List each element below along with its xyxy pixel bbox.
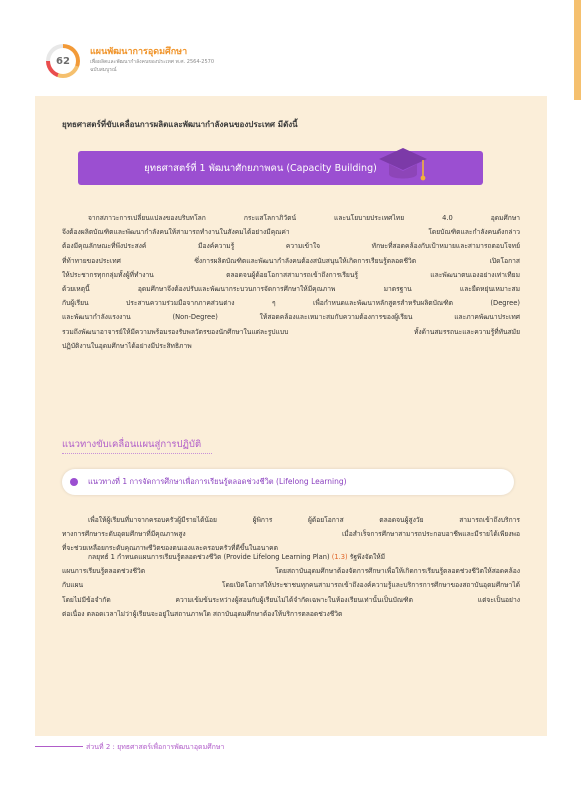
header-subtitle-edition: ฉบับสมบูรณ์ <box>90 67 117 73</box>
tactic-paragraph <box>62 546 520 621</box>
paragraph-line: ด้วยเหตุนี้ อุดมศึกษาจึงต้องปรับและพัฒนากระบวนการจัดการศึกษาให้มีคุณภาพ มาตรฐาน และยืดหยุ่นเหมาะสม <box>62 285 520 294</box>
tactic-text-end: รัฐพึงจัดให้มี <box>349 553 386 561</box>
paragraph-line: รวมถึงพัฒนาอาจารย์ให้มีความพร้อมรองรับพลวัตรของนักศึกษาในแต่ละรูปแบบ ทั้งด้านสมรรถนะและความรู้ที่ทันสมัย <box>62 327 520 336</box>
tactic-text: กลยุทธ์ 1 กำหนดแผนการเรียนรู้ตลอดช่วงชีวิต (Provide Lifelong Learning Plan) <box>88 553 330 561</box>
intro-text: ยุทธศาสตร์ที่ขับเคลื่อนการผลิตและพัฒนากำลังคนของประเทศ มีดังนี้ <box>62 120 298 129</box>
paragraph-line: ต่อเนื่อง ตลอดเวลาไม่ว่าผู้เรียนจะอยู่ในสถานภาพใด สถาบันอุดมศึกษาต้องให้บริการตลอดช่วงชีวิต <box>62 609 343 618</box>
paragraph-line: ที่ท้าทายของประเทศ ซึ่งการผลิตบัณฑิตและพัฒนากำลังคนต้องสนับสนุนให้เกิดการเรียนรู้ตลอดชีวิต เปิดโอกาส <box>62 256 520 265</box>
content-panel <box>35 96 547 736</box>
paragraph-line: ทางการศึกษาระดับอุดมศึกษาที่มีคุณภาพสูง เมื่อสำเร็จการศึกษาสามารถประกอบอาชีพและมีรายได้เพียงพอ <box>62 530 520 539</box>
page-number: 62 <box>50 48 76 74</box>
paragraph-line: กับผู้เรียน ประสานความร่วมมือจากภาคส่วนต่าง ๆ เพื่อกำหนดและพัฒนาหลักสูตรสำหรับผลิตบัณฑิต (Degree) <box>62 299 520 308</box>
footer-text: ส่วนที่ 2 : ยุทธศาสตร์เพื่อการพัฒนาอุดมศึกษา <box>86 743 225 751</box>
strategy-paragraph <box>62 211 520 353</box>
paragraph-line: จากสภาวะการเปลี่ยนแปลงของบริบทโลก กระแสโลกาภิวัตน์ และนโยบายประเทศไทย 4.0 อุดมศึกษา <box>88 214 520 222</box>
bullet-dot-icon <box>70 478 78 486</box>
header-title: แผนพัฒนาการอุดมศึกษา <box>90 47 188 57</box>
paragraph-line: กับแผน โดยเปิดโอกาสให้ประชาชนทุกคนสามารถเข้าถึงองค์ความรู้และบริการการศึกษาของสถาบันอุดมศึกษาได้ <box>62 581 520 590</box>
graduation-cap-icon <box>377 140 429 192</box>
paragraph-line: ปฏิบัติงานในอุดมศึกษาได้อย่างมีประสิทธิภาพ <box>62 341 192 350</box>
paragraph-line: เพื่อให้ผู้เรียนที่มาจากครอบครัวผู้มีรายได้น้อย ผู้พิการ ผู้ด้อยโอกาส ตลอดจนผู้สูงวัย สามารถเข้าถึงบริการ <box>88 516 520 524</box>
citation: (1.3) <box>331 553 348 561</box>
paragraph-line: และพัฒนากำลังแรงงาน (Non-Degree) ให้สอดคล้องและเหมาะสมกับความต้องการของผู้เรียน และภาคพัฒนาประเทศ <box>62 313 520 322</box>
edge-accent-bar <box>574 0 581 100</box>
paragraph-line: ที่จะช่วยเหลือยกระดับคุณภาพชีวิตของตนเองและครอบครัวที่ดีขึ้นในอนาคต <box>62 544 278 553</box>
paragraph-line: แผนการเรียนรู้ตลอดช่วงชีวิต โดยสถาบันอุดมศึกษาต้องจัดการศึกษาเพื่อให้เกิดการเรียนรู้ตลอดช่วงชีวิตให้สอดคล้อง <box>62 567 520 576</box>
paragraph-line: ให้ประชากรทุกกลุ่มทั้งผู้ที่ทำงาน ตลอดจนผู้ด้อยโอกาสสามารถเข้าถึงการเรียนรู้ และพัฒนาตนเองอย่างเท่าเทียม <box>62 270 520 279</box>
approach-banner: แนวทางที่ 1 การจัดการศึกษาเพื่อการเรียนรู้ตลอดช่วงชีวิต (Lifelong Learning) <box>62 469 514 495</box>
paragraph-line: จึงต้องผลิตบัณฑิตและพัฒนากำลังคนให้สามารถทำงานในสังคมได้อย่างมีคุณค่า โดยบัณฑิตและกำลังคนดังกล่าว <box>62 228 520 237</box>
section-heading: แนวทางขับเคลื่อนแผนสู่การปฏิบัติ <box>62 439 202 450</box>
strategy-banner: ยุทธศาสตร์ที่ 1 พัฒนาศักยภาพคน (Capacity Building) <box>78 151 483 185</box>
footer-rule <box>35 746 83 747</box>
tactic-first-line <box>62 550 520 564</box>
page-header <box>0 0 581 90</box>
paragraph-line: โดยไม่มีข้อจำกัด ความเข้มข้นระหว่างผู้สอนกับผู้เรียนไม่ได้จำกัดเฉพาะในห้องเรียนเท่านั้นเป็นบัณฑิต แต่จะเป็นอย่าง <box>62 595 520 604</box>
section-divider <box>62 453 212 454</box>
header-subtitle: เพื่อผลิตและพัฒนากำลังคนของประเทศ พ.ศ. 2564-2570 <box>90 59 215 65</box>
paragraph-line: ต้องมีคุณลักษณะที่พึงประสงค์ มีองค์ความรู้ ความเข้าใจ ทักษะที่สอดคล้องกับเป้าหมายและสามารถตอบโจทย์ <box>62 242 520 251</box>
